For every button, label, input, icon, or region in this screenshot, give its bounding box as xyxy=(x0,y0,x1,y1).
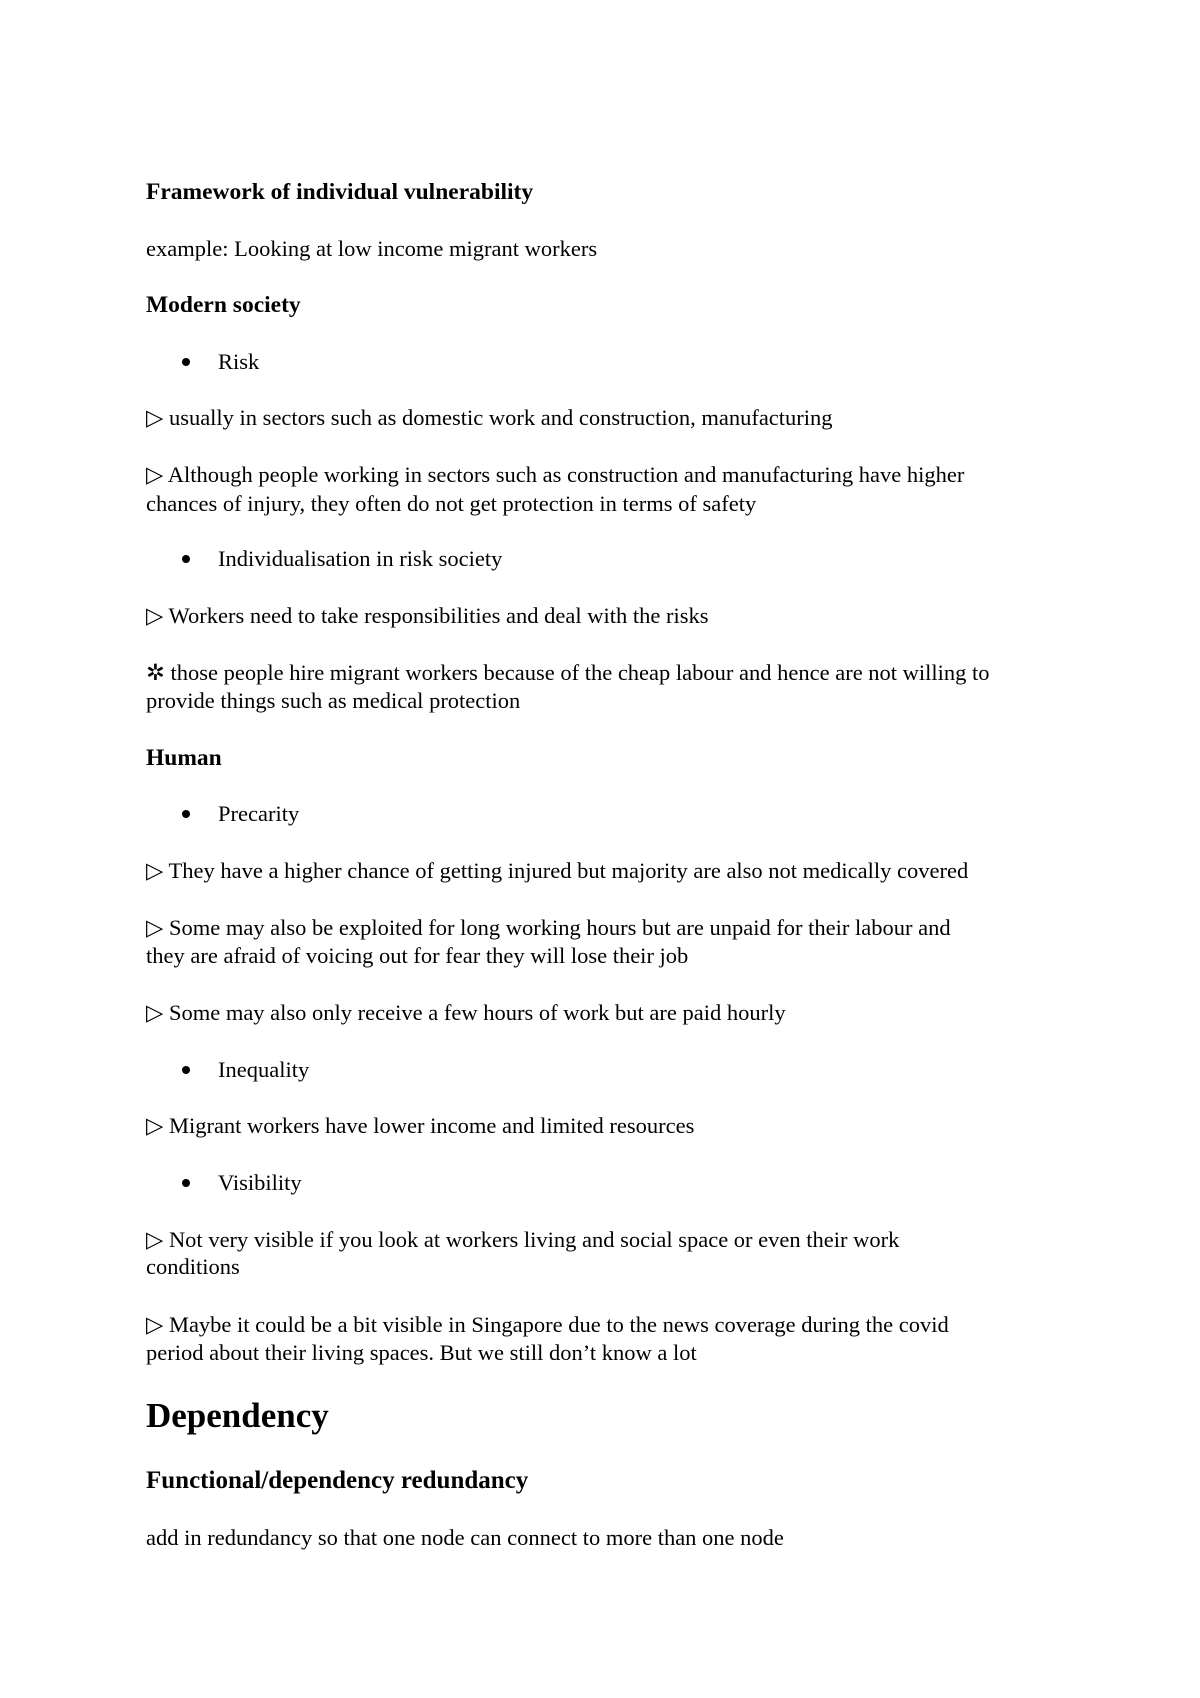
visibility-point-2-continued: period about their living spaces. But we still don’t know a lot xyxy=(146,1340,697,1365)
heading-modern-society: Modern society xyxy=(146,292,301,318)
bullet-icon xyxy=(182,358,190,366)
triangle-icon: ▷ xyxy=(146,603,164,628)
heading-framework: Framework of individual vulnerability xyxy=(146,179,534,205)
triangle-icon: ▷ xyxy=(146,405,164,430)
bullet-icon xyxy=(182,1179,190,1187)
heading-functional-redundancy: Functional/dependency redundancy xyxy=(146,1467,529,1494)
precarity-point-3-text: Some may also only receive a few hours of work but are paid hourly xyxy=(168,1000,786,1025)
individualisation-point-text: Workers need to take responsibilities and deal with the risks xyxy=(168,603,709,628)
precarity-point-1-text: They have a higher chance of getting injured but majority are also not medically covered xyxy=(168,858,969,883)
visibility-point-2-text: Maybe it could be a bit visible in Singapore due to the news coverage during the covid xyxy=(168,1312,949,1337)
bullet-icon xyxy=(182,810,190,818)
bullet-inequality: Inequality xyxy=(218,1057,310,1082)
triangle-icon: ▷ xyxy=(146,1312,164,1337)
risk-point-2 xyxy=(146,461,1076,489)
bullet-individualisation: Individualisation in risk society xyxy=(218,546,503,571)
risk-point-1-text: usually in sectors such as domestic work and construction, manufacturing xyxy=(168,405,833,430)
inequality-point xyxy=(146,1112,1076,1140)
note-line-continued: provide things such as medical protection xyxy=(146,688,521,713)
precarity-point-1 xyxy=(146,857,1076,885)
heading-dependency: Dependency xyxy=(146,1396,329,1435)
asterisk-icon: ✲ xyxy=(146,660,165,685)
bullet-precarity: Precarity xyxy=(218,801,300,826)
visibility-point-1 xyxy=(146,1226,1076,1254)
triangle-icon: ▷ xyxy=(146,1113,164,1138)
visibility-point-1-continued: conditions xyxy=(146,1254,240,1279)
heading-human: Human xyxy=(146,745,222,771)
precarity-point-3 xyxy=(146,999,1076,1027)
triangle-icon: ▷ xyxy=(146,1227,164,1252)
triangle-icon: ▷ xyxy=(146,462,164,487)
risk-point-1 xyxy=(146,404,1076,432)
redundancy-line: add in redundancy so that one node can connect to more than one node xyxy=(146,1525,784,1550)
precarity-point-2-text: Some may also be exploited for long working hours but are unpaid for their labour and xyxy=(168,915,951,940)
visibility-point-1-text: Not very visible if you look at workers living and social space or even their work xyxy=(168,1227,900,1252)
bullet-visibility: Visibility xyxy=(218,1170,302,1195)
note-text: those people hire migrant workers because of the cheap labour and hence are not willing to xyxy=(170,660,990,685)
visibility-point-2 xyxy=(146,1311,1076,1339)
inequality-point-text: Migrant workers have lower income and limited resources xyxy=(168,1113,695,1138)
bullet-risk: Risk xyxy=(218,349,260,374)
note-line xyxy=(146,659,1076,687)
triangle-icon: ▷ xyxy=(146,1000,164,1025)
precarity-point-2 xyxy=(146,914,1076,942)
individualisation-point xyxy=(146,602,1076,630)
triangle-icon: ▷ xyxy=(146,858,164,883)
risk-point-2-continued: chances of injury, they often do not get protection in terms of safety xyxy=(146,491,757,516)
bullet-icon xyxy=(182,1066,190,1074)
example-line: example: Looking at low income migrant workers xyxy=(146,236,598,261)
triangle-icon: ▷ xyxy=(146,915,164,940)
bullet-icon xyxy=(182,555,190,563)
risk-point-2-text: Although people working in sectors such as construction and manufacturing have higher xyxy=(167,462,965,487)
precarity-point-2-continued: they are afraid of voicing out for fear they will lose their job xyxy=(146,943,689,968)
